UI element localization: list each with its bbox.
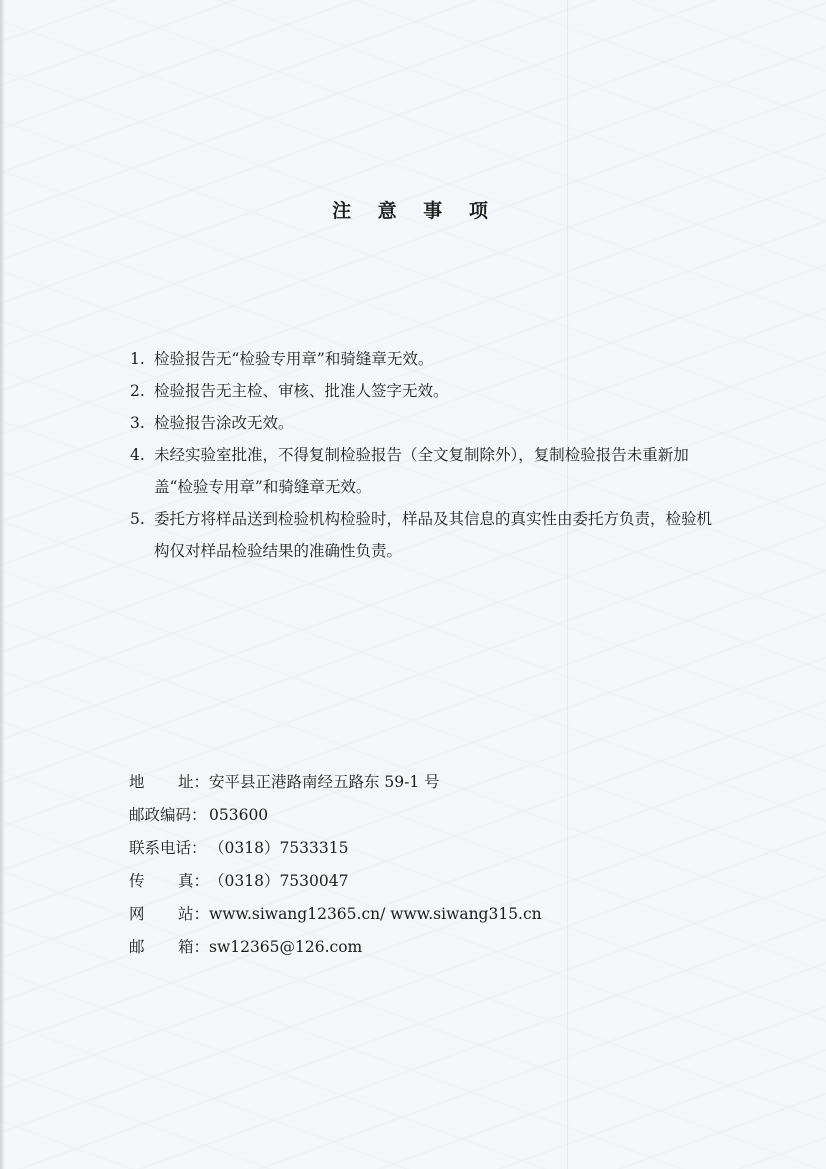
email-row xyxy=(129,931,542,964)
fax-label-part: 真： xyxy=(177,872,209,890)
email-value: sw12365@126.com xyxy=(209,938,363,956)
note-item-1 xyxy=(130,343,720,375)
note-text: 检验报告涂改无效。 xyxy=(154,414,294,432)
fold-line xyxy=(567,0,569,1169)
note-item-2 xyxy=(130,375,720,407)
note-item-5 xyxy=(130,503,720,567)
note-text: 检验报告无“检验专用章”和骑缝章无效。 xyxy=(154,350,434,368)
scan-edge xyxy=(0,0,5,1169)
phone-row xyxy=(129,832,542,865)
note-number: 4. xyxy=(130,446,145,464)
note-item-3 xyxy=(130,407,720,439)
note-number: 1. xyxy=(130,350,145,368)
email-label xyxy=(129,931,209,964)
website-value: www.siwang12365.cn/ www.siwang315.cn xyxy=(209,905,542,923)
note-text: 未经实验室批准，不得复制检验报告（全文复制除外），复制检验报告未重新加盖“检验专用章”和骑缝章无效。 xyxy=(154,446,689,496)
email-label-part: 邮 xyxy=(129,938,145,956)
note-number: 2. xyxy=(130,382,145,400)
note-text: 检验报告无主检、审核、批准人签字无效。 xyxy=(154,382,449,400)
website-label-part: 网 xyxy=(129,905,145,923)
address-label-part: 地 xyxy=(129,773,145,791)
website-label xyxy=(129,898,209,931)
postcode-row xyxy=(129,799,542,832)
note-item-4 xyxy=(130,439,720,503)
address-value: 安平县正港路南经五路东 59-1 号 xyxy=(209,773,440,791)
website-row xyxy=(129,898,542,931)
address-label-part: 址： xyxy=(177,773,209,791)
website-label-part: 站： xyxy=(177,905,209,923)
postcode-value: 053600 xyxy=(209,806,269,824)
phone-label: 联系电话： xyxy=(129,839,207,857)
note-text: 委托方将样品送到检验机构检验时，样品及其信息的真实性由委托方负责，检验机构仅对样品检验结果的准确性负责。 xyxy=(154,510,713,560)
fax-label-part: 传 xyxy=(129,872,145,890)
note-number: 3. xyxy=(130,414,145,432)
fax-label xyxy=(129,865,209,898)
phone-value: （0318）7533315 xyxy=(209,839,349,857)
address-label xyxy=(129,766,209,799)
email-label-part: 箱： xyxy=(177,938,209,956)
address-row xyxy=(129,766,542,799)
note-number: 5. xyxy=(130,510,145,528)
page-title: 注 意 事 项 xyxy=(332,200,498,222)
fax-row xyxy=(129,865,542,898)
contact-info xyxy=(129,766,542,964)
postcode-label: 邮政编码： xyxy=(129,806,207,824)
notes-list xyxy=(130,343,720,567)
fax-value: （0318）7530047 xyxy=(209,872,349,890)
